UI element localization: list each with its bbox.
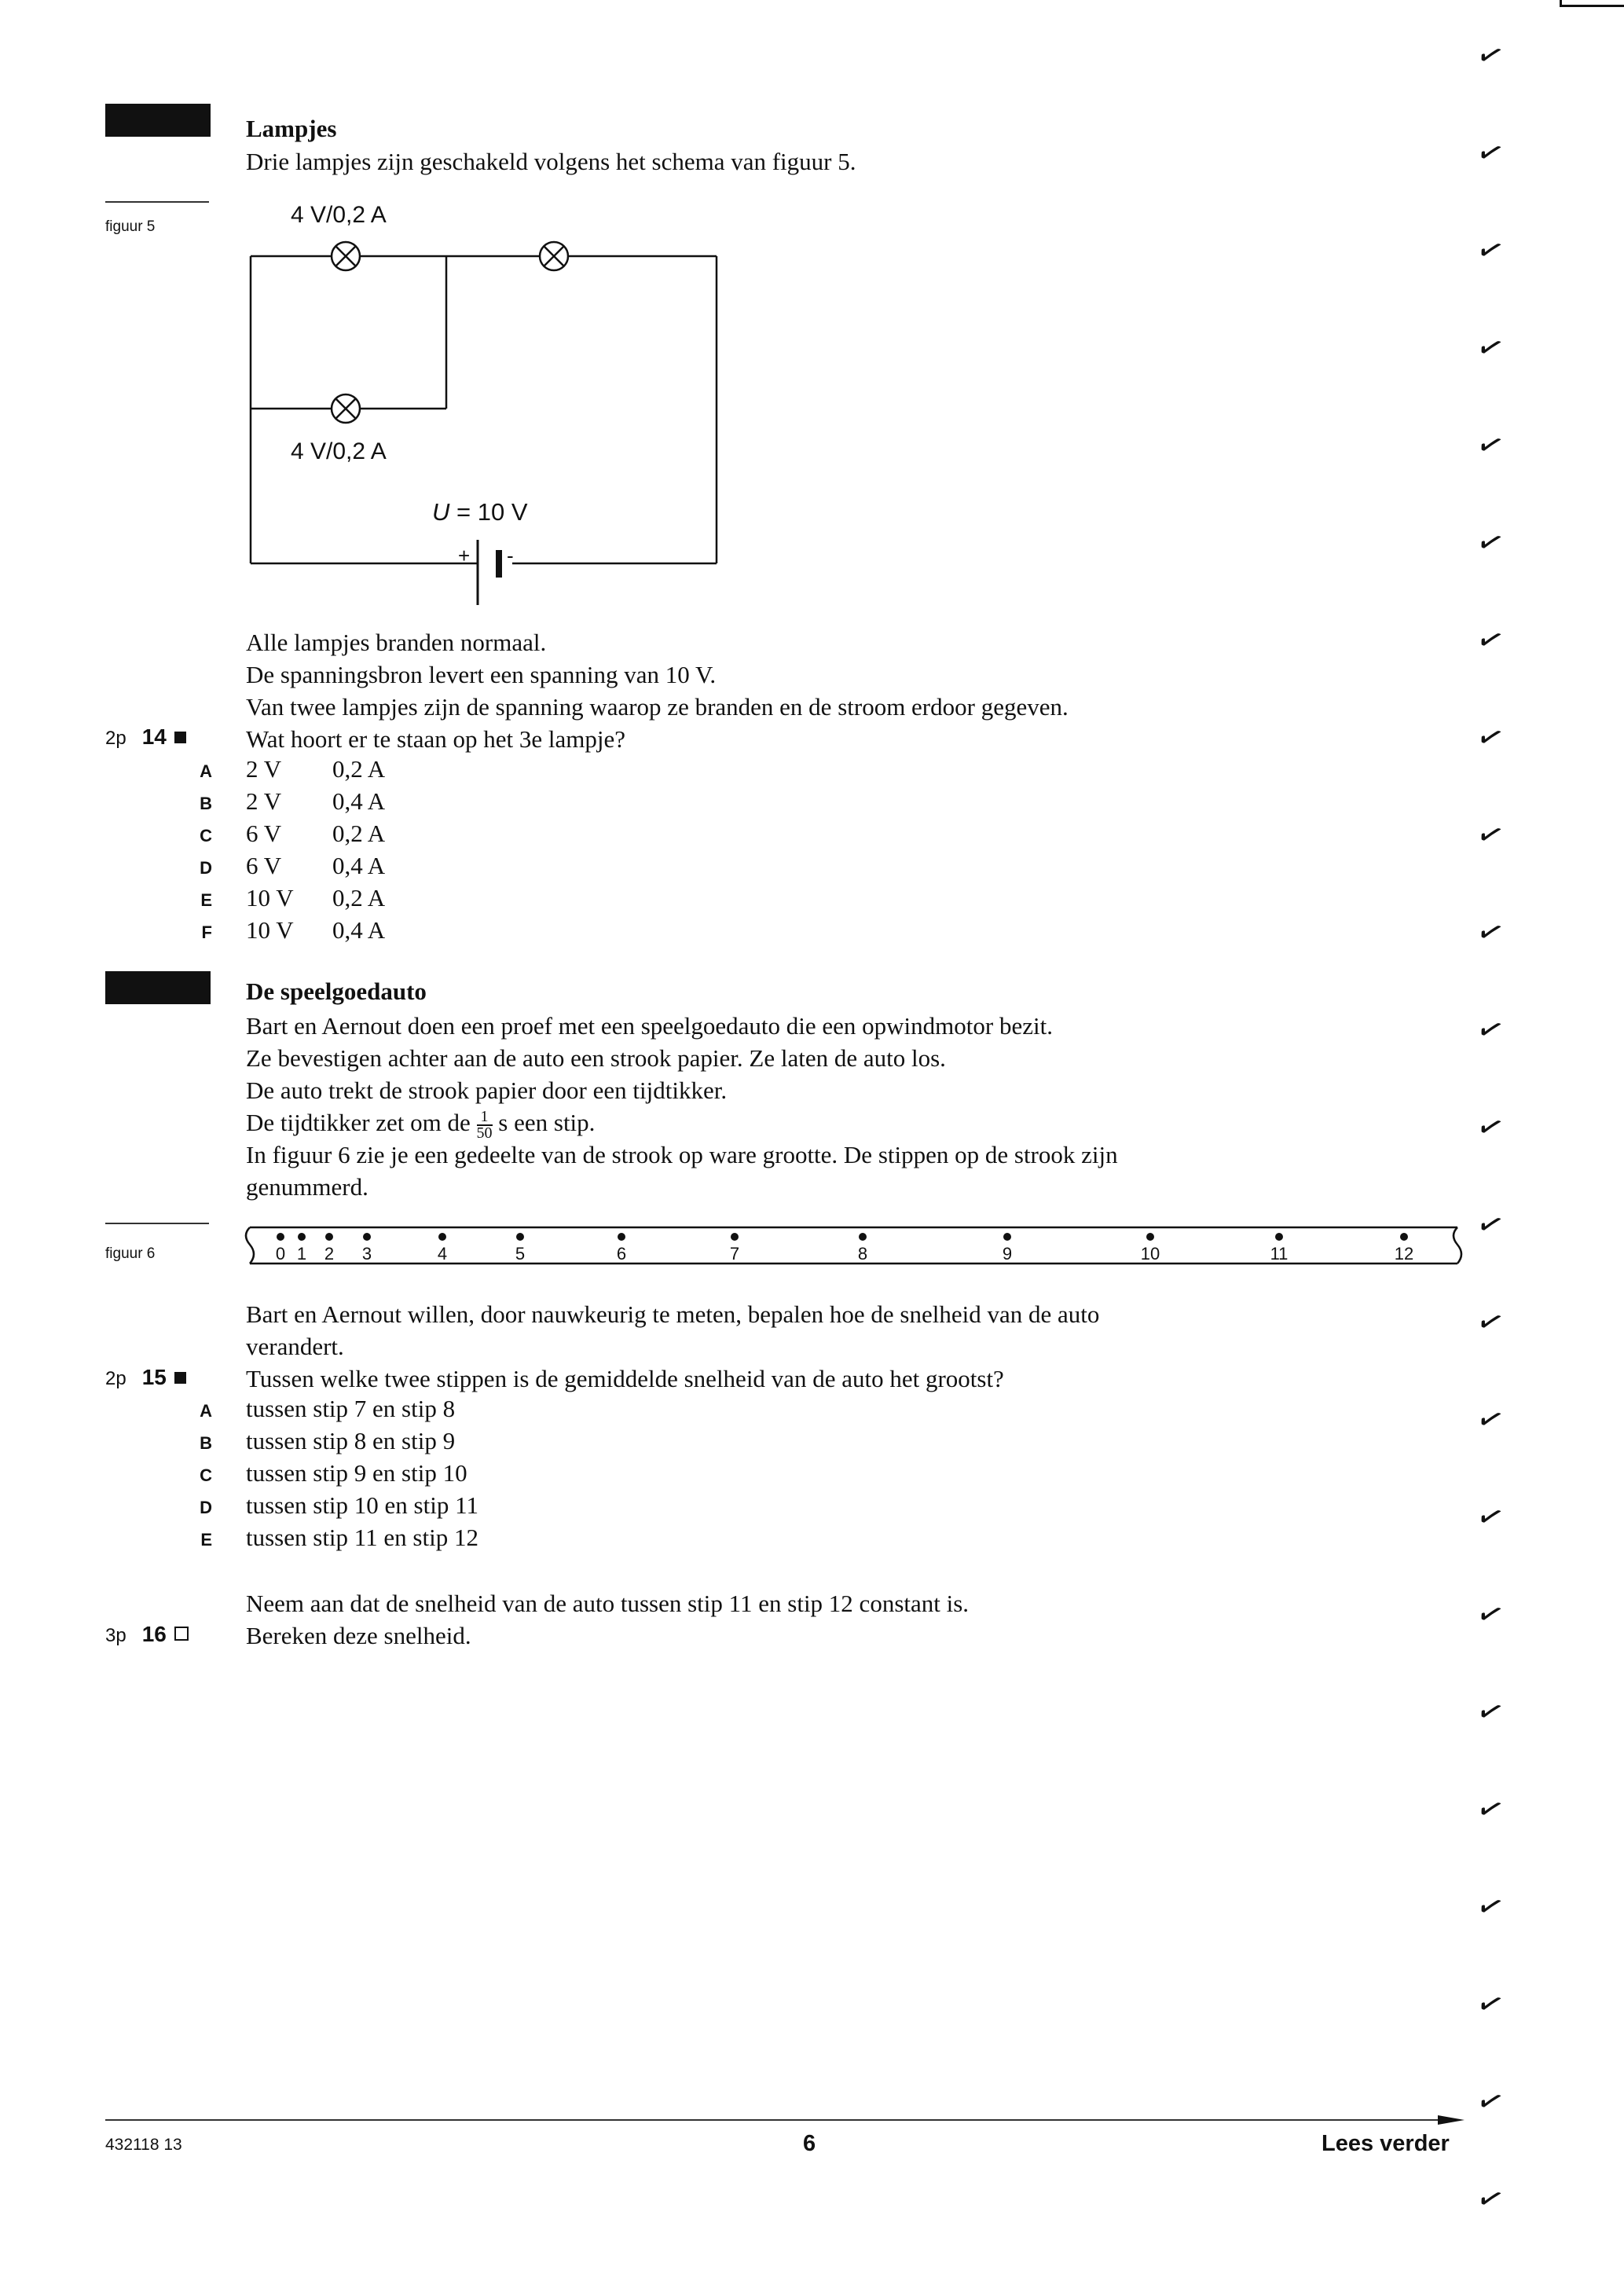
q15-option-text: tussen stip 8 en stip 9 [246, 1427, 456, 1454]
text-before-q15-line1: Bart en Aernout willen, door nauwkeurig te meten, bepalen hoe de snelheid van de auto [246, 1300, 1100, 1328]
scan-check-mark-icon: ✓ [1472, 326, 1509, 370]
lamp-bottom-icon [332, 394, 360, 423]
tape-dot-label: 2 [324, 1244, 335, 1264]
footer-code: 432118 13 [105, 2136, 182, 2154]
section2-line6: genummerd. [246, 1173, 368, 1201]
top-right-corner-line [1560, 5, 1624, 7]
tape-dot-label: 4 [437, 1244, 448, 1264]
q15-option-text: tussen stip 11 en stip 12 [246, 1524, 478, 1551]
q16-num: 16 [141, 1622, 167, 1646]
q14-points: 2p [105, 728, 126, 749]
q14-option-letter: B [200, 794, 212, 813]
tape-dot [277, 1233, 284, 1241]
scan-check-mark-icon: ✓ [1472, 1593, 1509, 1637]
tape-dot-label: 5 [515, 1244, 526, 1264]
q15-option-letter: B [200, 1433, 212, 1453]
battery-plus-label: + [458, 544, 471, 567]
tape-dot [618, 1233, 625, 1241]
q14-option-current: 0,4 A [332, 916, 386, 944]
lamp-top-left-label: 4 V/0,2 A [291, 202, 387, 228]
q14-option-voltage: 6 V [246, 820, 282, 847]
tape-dot [438, 1233, 446, 1241]
q14-option-voltage: 2 V [246, 755, 282, 783]
text-after-fig5-line1: Alle lampjes branden normaal. [246, 629, 547, 656]
scan-check-mark-icon: ✓ [1472, 1106, 1509, 1150]
q14-question: Wat hoort er te staan op het 3e lampje? [246, 725, 625, 753]
lamp-top-left-icon [332, 242, 360, 270]
tape-dot-label: 11 [1270, 1244, 1289, 1264]
tape-dot [325, 1233, 333, 1241]
scan-check-mark-icon: ✓ [1472, 911, 1509, 955]
open-question-square-icon [174, 1627, 189, 1641]
section-marker-lampjes [105, 104, 211, 137]
section2-line5: In figuur 6 zie je een gedeelte van de strook op ware grootte. De stippen op de strook zijn [246, 1141, 1118, 1168]
q14-option-current: 0,4 A [332, 852, 386, 879]
source-voltage-label: U = 10 V [432, 498, 528, 526]
footer-page-number: 6 [803, 2131, 816, 2156]
q16-points: 3p [105, 1625, 126, 1646]
text-after-fig5-line2: De spanningsbron levert een spanning van 10 V. [246, 661, 717, 688]
top-right-corner-line-vertical [1560, 0, 1562, 6]
scan-check-mark-icon: ✓ [1472, 34, 1509, 78]
q14-option-voltage: 10 V [246, 884, 294, 911]
figure6-paper-strip [236, 1218, 1477, 1273]
scan-check-mark-icon: ✓ [1472, 618, 1509, 662]
q14-option-letter: C [200, 826, 212, 845]
q14-option-current: 0,2 A [332, 820, 386, 847]
q14-option [246, 755, 385, 783]
q15-points: 2p [105, 1368, 126, 1389]
q15-option-text: tussen stip 9 en stip 10 [246, 1459, 467, 1487]
q15-option-letter: C [200, 1465, 212, 1485]
scan-check-mark-icon: ✓ [1472, 229, 1509, 273]
lamp-bottom-label: 4 V/0,2 A [291, 438, 387, 464]
scan-check-mark-icon: ✓ [1472, 2080, 1509, 2124]
q16-number [105, 1622, 189, 1647]
figure5-circuit-diagram [236, 196, 731, 613]
q14-option-current: 0,4 A [332, 787, 386, 815]
q14-option-letter: F [201, 922, 212, 942]
tape-dot [1146, 1233, 1154, 1241]
footer-arrow-icon [1438, 2112, 1466, 2128]
tape-dot-label: 7 [729, 1244, 740, 1264]
tape-dot [731, 1233, 739, 1241]
tape-dot [363, 1233, 371, 1241]
scan-check-mark-icon: ✓ [1472, 716, 1509, 760]
closed-question-square-icon [174, 732, 186, 743]
scan-check-mark-icon: ✓ [1472, 424, 1509, 468]
section-title-speelgoedauto: De speelgoedauto [246, 977, 427, 1005]
q16-question: Bereken deze snelheid. [246, 1622, 471, 1649]
q14-option-letter: E [200, 890, 212, 910]
q14-option [246, 884, 385, 912]
figure6-rule [105, 1223, 209, 1224]
scan-check-mark-icon: ✓ [1472, 1885, 1509, 1929]
tick-line-after: s een stip. [492, 1109, 596, 1136]
q16-intro: Neem aan dat de snelheid van de auto tussen stip 11 en stip 12 constant is. [246, 1590, 970, 1617]
q14-option [246, 852, 385, 880]
scan-check-mark-icon: ✓ [1472, 1788, 1509, 1832]
q15-number [105, 1365, 186, 1390]
tape-dot [859, 1233, 867, 1241]
section-title-lampjes: Lampjes [246, 115, 337, 142]
q15-option-letter: A [200, 1401, 212, 1421]
section2-line2: Ze bevestigen achter aan de auto een strook papier. Ze laten de auto los. [246, 1044, 946, 1072]
tape-dot-label: 12 [1394, 1244, 1414, 1264]
footer-rule [105, 2119, 1441, 2121]
tape-dot [1003, 1233, 1011, 1241]
q14-option [246, 916, 385, 944]
section-marker-speelgoedauto [105, 971, 211, 1004]
battery-icon [478, 540, 502, 605]
section2-line1: Bart en Aernout doen een proef met een speelgoedauto die een opwindmotor bezit. [246, 1012, 1053, 1040]
q14-option-current: 0,2 A [332, 884, 386, 911]
text-after-fig5-line3: Van twee lampjes zijn de spanning waarop ze branden en de stroom erdoor gegeven. [246, 693, 1069, 721]
q15-num: 15 [141, 1365, 167, 1389]
tape-dot-label: 1 [296, 1244, 307, 1264]
battery-minus-label: - [507, 544, 514, 567]
scan-check-mark-icon: ✓ [1472, 1008, 1509, 1052]
tape-dot-label: 10 [1140, 1244, 1160, 1264]
scan-check-mark-icon: ✓ [1472, 1690, 1509, 1734]
scan-check-mark-icon: ✓ [1472, 131, 1509, 175]
tape-dot-label: 3 [361, 1244, 372, 1264]
tape-dot [516, 1233, 524, 1241]
section2-tick-line [246, 1106, 595, 1141]
footer-continue: Lees verder [1322, 2131, 1450, 2156]
lamp-top-right-icon [540, 242, 568, 270]
scan-check-mark-icon: ✓ [1472, 2177, 1509, 2221]
tape-dot-label: 9 [1002, 1244, 1013, 1264]
tape-dot-label: 8 [857, 1244, 868, 1264]
scan-check-mark-icon: ✓ [1472, 1495, 1509, 1539]
scan-check-mark-icon: ✓ [1472, 813, 1509, 857]
q15-option-text: tussen stip 10 en stip 11 [246, 1491, 478, 1519]
q14-num: 14 [141, 724, 167, 749]
q14-option-letter: A [200, 761, 212, 781]
tape-dot [1275, 1233, 1283, 1241]
q15-option-letter: D [200, 1498, 212, 1517]
scan-check-mark-icon: ✓ [1472, 521, 1509, 565]
tape-dot [1400, 1233, 1408, 1241]
scan-check-mark-icon: ✓ [1472, 1203, 1509, 1247]
q14-option-current: 0,2 A [332, 755, 386, 783]
scan-check-mark-icon: ✓ [1472, 1300, 1509, 1344]
figure6-label: figuur 6 [105, 1245, 156, 1262]
q15-question: Tussen welke twee stippen is de gemiddelde snelheid van de auto het grootst? [246, 1365, 1004, 1392]
q14-option-voltage: 10 V [246, 916, 294, 944]
figure5-label: figuur 5 [105, 218, 156, 235]
q14-number [105, 724, 186, 750]
q14-option [246, 820, 385, 848]
q14-option-letter: D [200, 858, 212, 878]
section2-line3: De auto trekt de strook papier door een tijdtikker. [246, 1076, 728, 1104]
q14-option [246, 787, 385, 816]
figure5-rule [105, 201, 209, 203]
scan-check-mark-icon: ✓ [1472, 1982, 1509, 2026]
q14-option-voltage: 6 V [246, 852, 282, 879]
q14-option-voltage: 2 V [246, 787, 282, 815]
fraction-one-fiftieth: $\frac{1}{50}$ [476, 1107, 493, 1142]
tape-dot [298, 1233, 306, 1241]
section-intro-lampjes: Drie lampjes zijn geschakeld volgens het schema van figuur 5. [246, 148, 856, 175]
tape-dot-label: 0 [275, 1244, 286, 1264]
text-before-q15-line2: verandert. [246, 1333, 344, 1360]
scan-check-mark-icon: ✓ [1472, 1398, 1509, 1442]
closed-question-square-icon [174, 1372, 186, 1384]
q15-option-text: tussen stip 7 en stip 8 [246, 1395, 456, 1422]
tape-dot-label: 6 [616, 1244, 627, 1264]
q15-option-letter: E [200, 1530, 212, 1550]
tick-line-before: De tijdtikker zet om de [246, 1109, 477, 1136]
